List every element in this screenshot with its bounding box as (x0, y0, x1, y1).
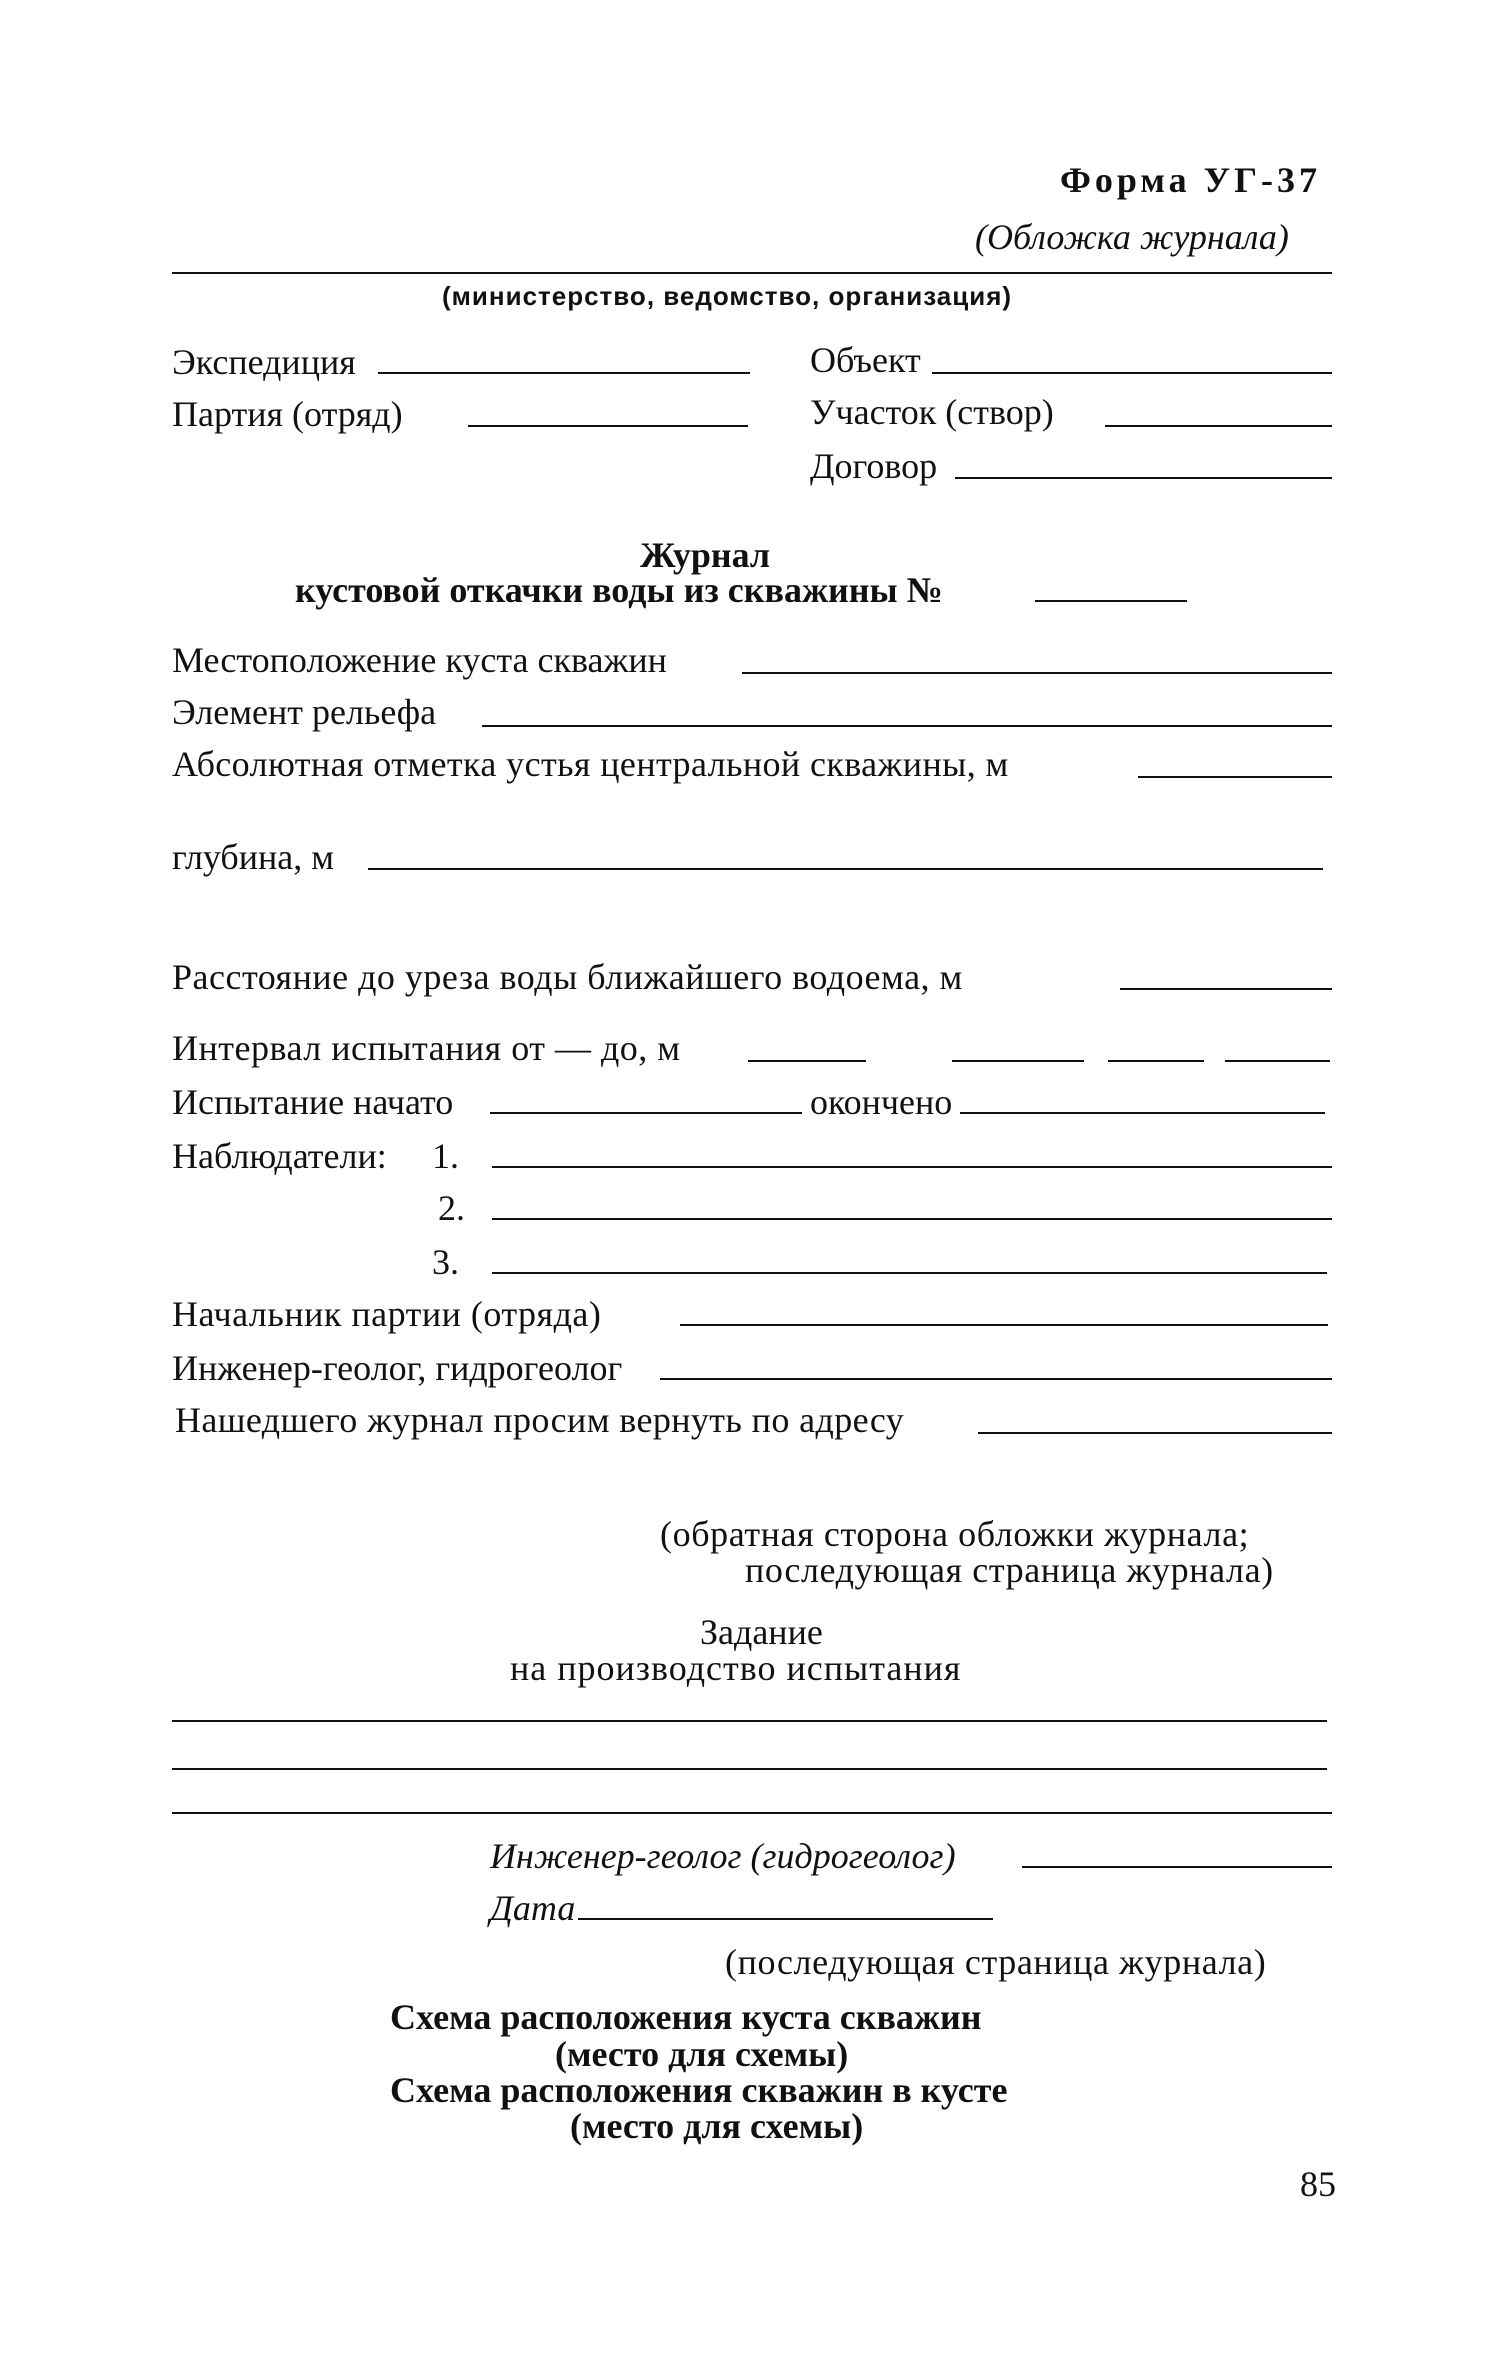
interval-field-4[interactable] (1225, 1060, 1330, 1062)
party-label: Партия (отряд) (172, 394, 403, 434)
relief-field[interactable] (482, 725, 1332, 727)
form-label: Форма УГ-37 (1060, 160, 1321, 200)
observers-label: Наблюдатели: (172, 1136, 387, 1176)
org-caption: (министерство, ведомство, организация) (442, 281, 1013, 311)
abs-mark-label: Абсолютная отметка устья центральной скважины, м (172, 744, 1009, 784)
test-started-field[interactable] (490, 1112, 802, 1114)
interval-field-2[interactable] (952, 1060, 1084, 1062)
org-line[interactable] (172, 272, 1332, 274)
contract-label: Договор (810, 446, 938, 486)
date-field[interactable] (578, 1918, 993, 1920)
section-field[interactable] (1105, 425, 1332, 427)
observer-3-field[interactable] (492, 1272, 1327, 1274)
task-title: Задание (700, 1612, 823, 1652)
observer-1-num: 1. (432, 1136, 459, 1176)
chief-field[interactable] (680, 1324, 1328, 1326)
engineer-signature-field[interactable] (1022, 1866, 1332, 1868)
back-note-line1: (обратная сторона обложки журнала; (660, 1514, 1250, 1554)
engineer-signature-label: Инженер-геолог (гидрогеолог) (490, 1836, 956, 1876)
scheme-line-4: (место для схемы) (570, 2106, 864, 2146)
expedition-label: Экспедиция (172, 342, 356, 382)
back-note-line2: последующая страница журнала) (745, 1550, 1274, 1590)
location-field[interactable] (742, 672, 1332, 674)
distance-field[interactable] (1120, 988, 1332, 990)
object-label: Объект (810, 340, 921, 380)
well-number-field[interactable] (1035, 600, 1187, 602)
journal-subtitle: кустовой откачки воды из скважины № (295, 570, 943, 610)
test-finished-label: окончено (810, 1082, 953, 1122)
page-number: 85 (1300, 2164, 1336, 2204)
task-line-1[interactable] (172, 1720, 1327, 1722)
journal-title: Журнал (640, 535, 771, 575)
engineer-field[interactable] (660, 1378, 1332, 1380)
test-finished-field[interactable] (960, 1112, 1325, 1114)
observer-1-field[interactable] (492, 1166, 1332, 1168)
scheme-line-3: Схема расположения скважин в кусте (390, 2070, 1008, 2110)
section-label: Участок (створ) (810, 392, 1054, 432)
date-label: Дата (490, 1888, 576, 1928)
form-subtitle: (Обложка журнала) (975, 217, 1289, 257)
contract-field[interactable] (955, 477, 1332, 479)
finder-label: Нашедшего журнал просим вернуть по адресу (175, 1400, 905, 1440)
finder-field[interactable] (978, 1432, 1332, 1434)
interval-field-1[interactable] (748, 1060, 866, 1062)
abs-mark-field[interactable] (1138, 776, 1332, 778)
scheme-line-1: Схема расположения куста скважин (390, 1997, 982, 2037)
test-started-label: Испытание начато (172, 1082, 454, 1122)
expedition-field[interactable] (378, 372, 750, 374)
distance-label: Расстояние до уреза воды ближайшего водоема, м (172, 957, 963, 997)
interval-field-3[interactable] (1108, 1060, 1204, 1062)
party-field[interactable] (468, 425, 748, 427)
engineer-label: Инженер-геолог, гидрогеолог (172, 1348, 623, 1388)
relief-label: Элемент рельефа (172, 692, 437, 732)
location-label: Местоположение куста скважин (172, 640, 667, 680)
scheme-line-2: (место для схемы) (555, 2034, 849, 2074)
task-subtitle: на производство испытания (510, 1648, 962, 1688)
observer-2-num: 2. (438, 1188, 465, 1228)
task-line-2[interactable] (172, 1768, 1327, 1770)
observer-3-num: 3. (432, 1242, 459, 1282)
object-field[interactable] (932, 372, 1332, 374)
interval-label: Интервал испытания от — до, м (172, 1028, 681, 1068)
observer-2-field[interactable] (492, 1218, 1332, 1220)
depth-field[interactable] (368, 868, 1323, 870)
next-page-note: (последующая страница журнала) (725, 1942, 1267, 1982)
chief-label: Начальник партии (отряда) (172, 1294, 602, 1334)
depth-label: глубина, м (172, 837, 335, 877)
task-line-3[interactable] (172, 1812, 1332, 1814)
